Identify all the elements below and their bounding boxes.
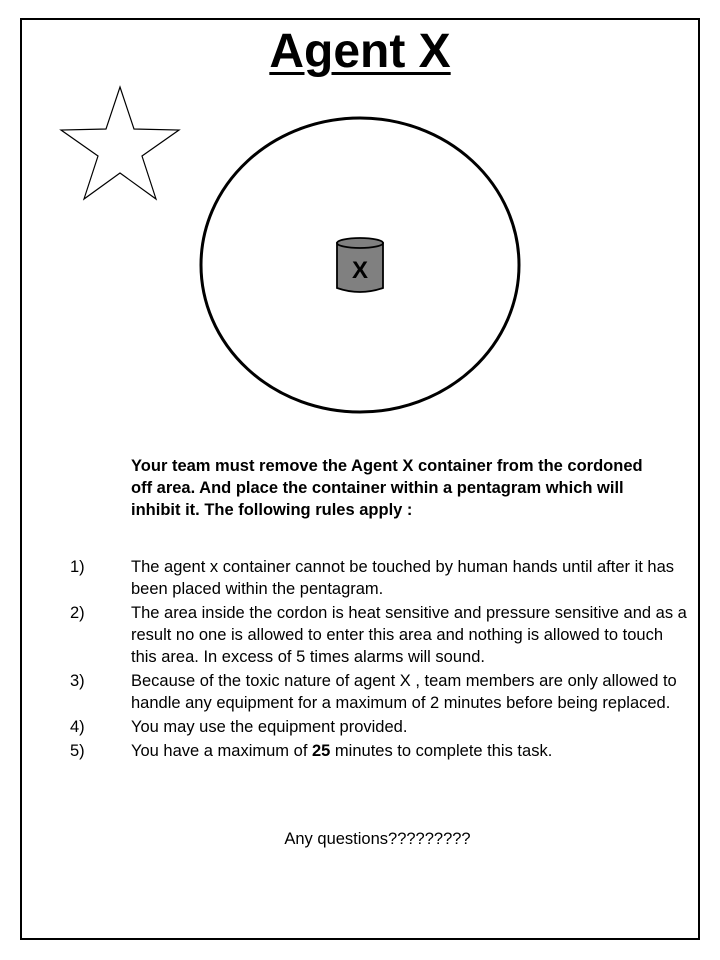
rule-item: [70, 716, 690, 738]
rule-number: 1): [70, 558, 85, 576]
rule-text: [131, 742, 552, 760]
rule-item: [70, 556, 690, 600]
rule-text: Because of the toxic nature of agent X , team members are only allowed to handle any equipment for a maximum of 2 minutes before being replaced.: [131, 672, 677, 712]
container-label: X: [351, 257, 369, 284]
rule-text-part: minutes to complete this task.: [330, 742, 553, 760]
rule-item: [70, 670, 690, 714]
page-title: Agent X: [269, 25, 451, 78]
rule-text: The area inside the cordon is heat sensitive and pressure sensitive and as a result no one is allowed to enter this area and nothing is allowed to touch this area. In excess of 5 times alarms will sound.: [131, 604, 687, 666]
rule-number: 4): [70, 718, 85, 736]
diagram: [0, 0, 720, 460]
rule-text-part: You have a maximum of: [131, 742, 312, 760]
time-limit-value: 25: [311, 742, 331, 760]
rules-list: [70, 556, 690, 764]
rule-text: You may use the equipment provided.: [131, 718, 408, 736]
rule-number: 5): [70, 742, 85, 760]
star-pentagram-icon: [61, 87, 179, 199]
rule-number: 2): [70, 604, 85, 622]
rule-text: The agent x container cannot be touched by human hands until after it has been placed within the pentagram.: [131, 558, 675, 598]
rule-item: [70, 740, 690, 762]
rule-number: 3): [70, 672, 85, 690]
instructions-intro: Your team must remove the Agent X container from the cordoned off area. And place the container within a pentagram which will inhibit it. The following rules apply :: [131, 457, 643, 519]
agent-x-container: [337, 238, 383, 292]
closing-question: Any questions?????????: [284, 830, 471, 848]
rule-item: [70, 602, 690, 668]
